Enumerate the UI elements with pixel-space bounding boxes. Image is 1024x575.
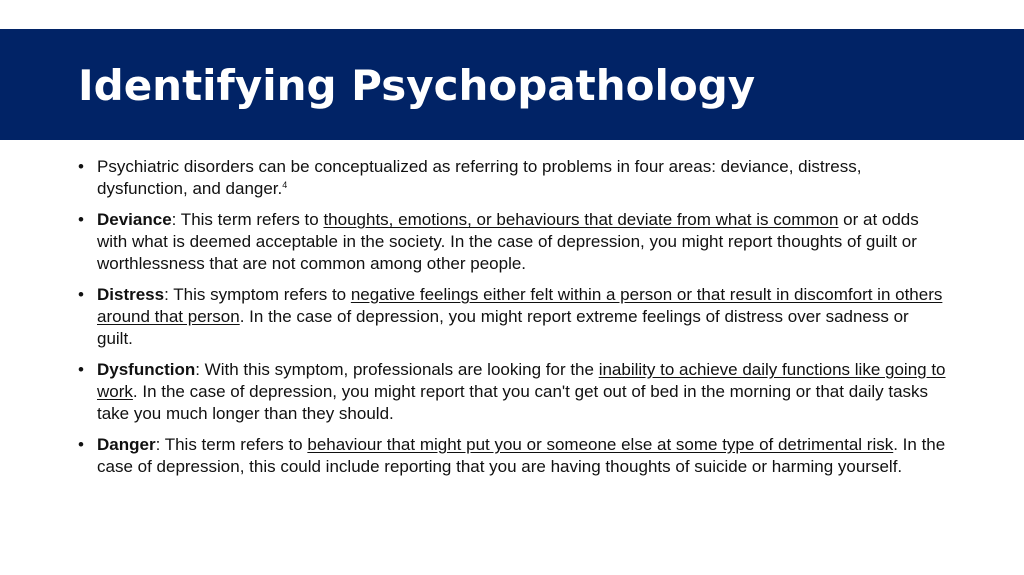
- bullet-dot-icon: •: [78, 360, 84, 379]
- term-distress: Distress: [97, 285, 165, 304]
- term-danger: Danger: [97, 435, 156, 454]
- danger-description: . In the case of depression, this could include reporting that you are having thoughts of suicide or harming yourself.: [97, 435, 946, 476]
- bullet-list: [79, 156, 949, 487]
- dysfunction-intro: : With this symptom, professionals are looking for the: [195, 360, 599, 379]
- danger-definition: behaviour that might put you or someone else at some type of detrimental risk: [307, 435, 894, 454]
- danger-intro: : This term refers to: [155, 435, 308, 454]
- distress-description: . In the case of depression, you might report extreme feelings of distress over sadness or guilt.: [97, 307, 909, 348]
- bullet-dot-icon: •: [78, 210, 84, 229]
- bullet-dot-icon: •: [78, 285, 84, 304]
- bullet-danger: [79, 434, 949, 478]
- deviance-intro: : This term refers to: [171, 210, 324, 229]
- bullet-dysfunction: [79, 359, 949, 425]
- footnote-ref: 4: [282, 180, 288, 190]
- bullet-dot-icon: •: [78, 157, 84, 176]
- distress-definition: negative feelings either felt within a person or that result in discomfort in others around that person: [97, 285, 943, 326]
- intro-text: Psychiatric disorders can be conceptualized as referring to problems in four areas: deviance, distress, dysfunction, and danger.: [97, 157, 862, 198]
- distress-intro: : This symptom refers to: [164, 285, 351, 304]
- term-deviance: Deviance: [97, 210, 172, 229]
- dysfunction-description: . In the case of depression, you might report that you can't get out of bed in the morning or that daily tasks take you much longer than they should.: [97, 382, 929, 423]
- bullet-deviance: [79, 209, 949, 275]
- deviance-description: or at odds with what is deemed acceptable in the society. In the case of depression, you might report thoughts of guilt or worthlessness that are not common among other people.: [97, 210, 919, 273]
- dysfunction-definition: inability to achieve daily functions like going to work: [97, 360, 946, 401]
- term-dysfunction: Dysfunction: [97, 360, 196, 379]
- deviance-definition: thoughts, emotions, or behaviours that deviate from what is common: [323, 210, 839, 229]
- bullet-distress: [79, 284, 949, 350]
- slide-title: Identifying Psychopathology: [78, 61, 756, 110]
- bullet-intro: [79, 156, 949, 200]
- bullet-dot-icon: •: [78, 435, 84, 454]
